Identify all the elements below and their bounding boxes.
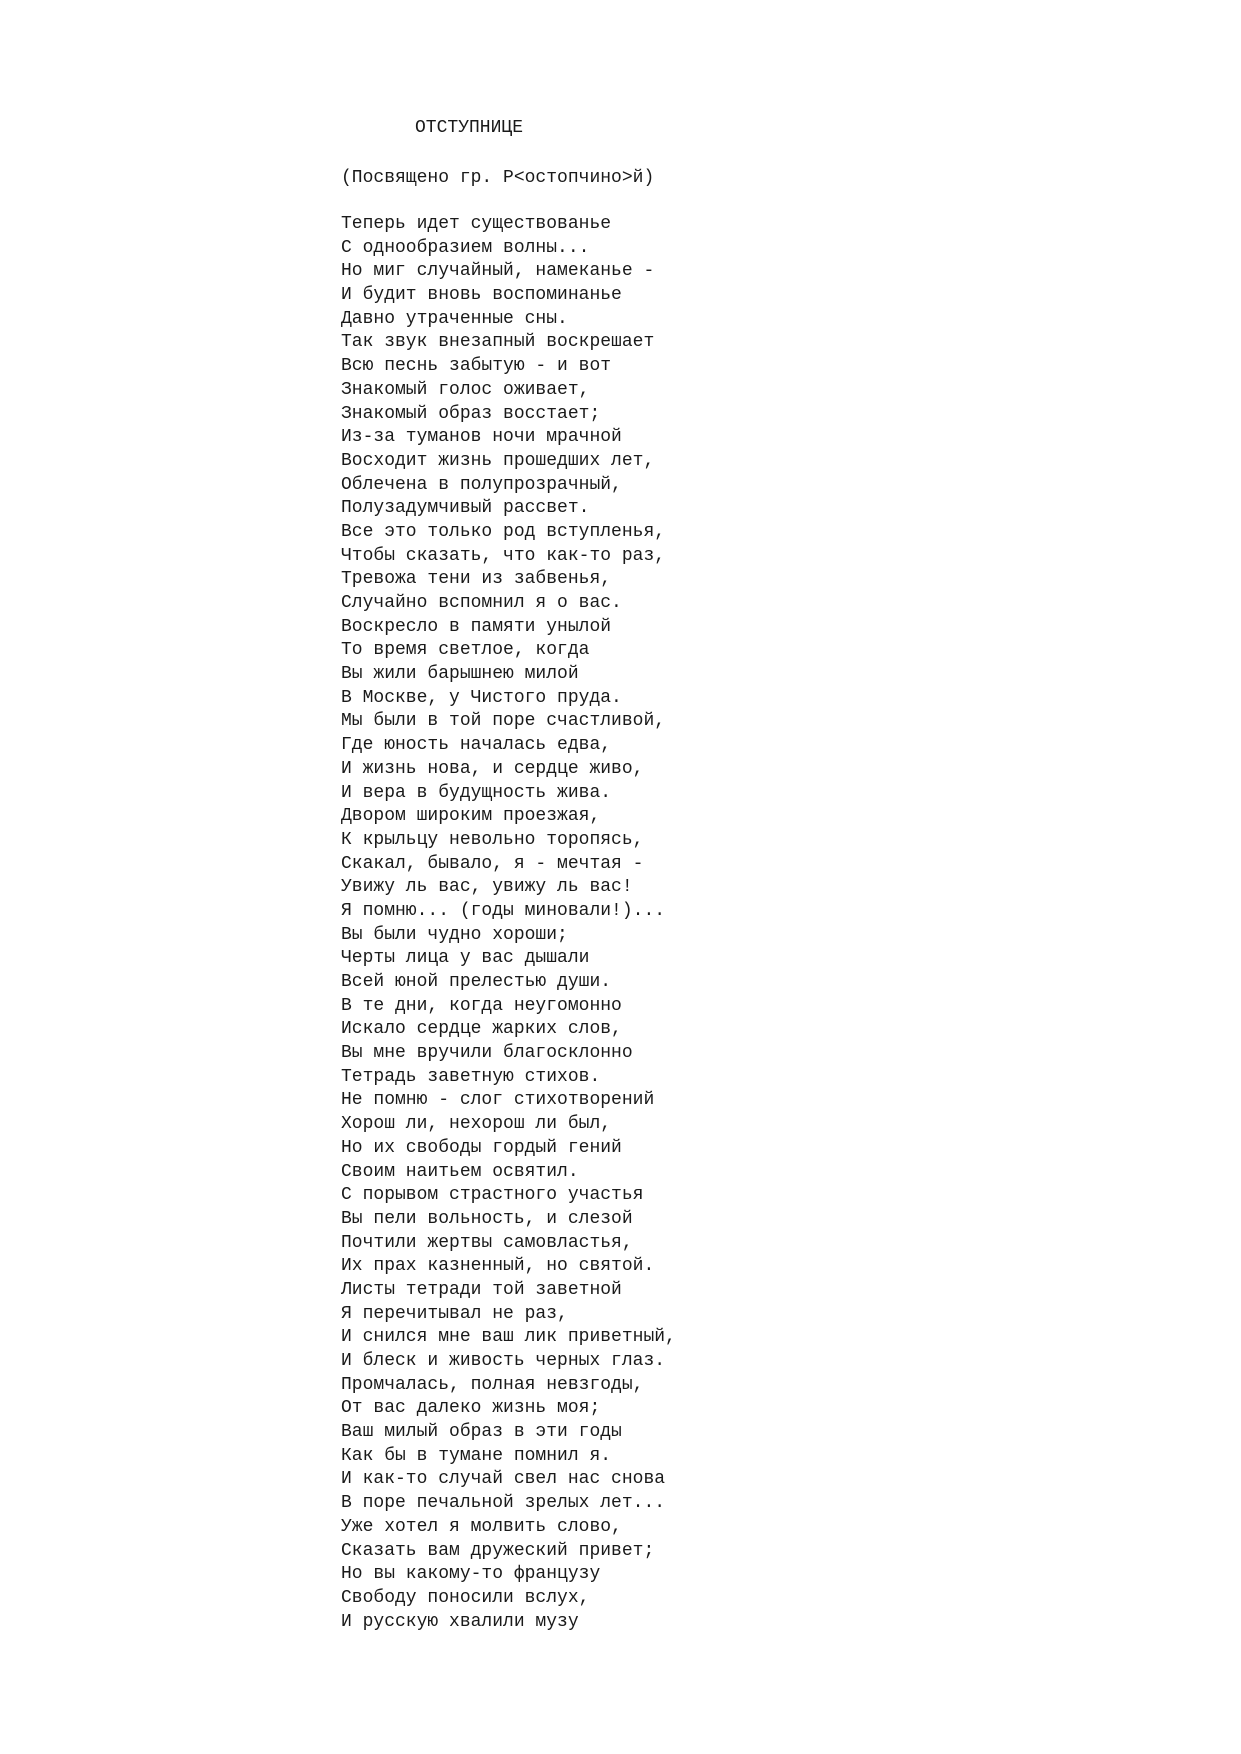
poem-line: Своим наитьем освятил. [341, 1161, 579, 1182]
poem-line: Вы были чудно хороши; [341, 924, 568, 945]
poem-line: Облечена в полупрозрачный, [341, 474, 622, 495]
poem-line: И как-то случай свел нас снова [341, 1469, 666, 1490]
poem-line: Промчалась, полная невзгоды, [341, 1374, 644, 1395]
poem-line: Но их свободы гордый гений [341, 1137, 622, 1158]
poem-body [341, 213, 676, 1634]
poem-line: И будит вновь воспоминанье [341, 285, 622, 306]
poem-line: Увижу ль вас, увижу ль вас! [341, 877, 633, 898]
poem-line: Но вы какому-то французу [341, 1564, 601, 1585]
poem-line: Знакомый голос оживает, [341, 379, 590, 400]
poem-line: Случайно вспомнил я о вас. [341, 593, 622, 613]
poem-line: Всю песнь забытую - и вот [341, 356, 612, 377]
poem-line: Сказать вам дружеский привет; [341, 1540, 655, 1561]
poem-line: С порывом страстного участья [341, 1185, 644, 1206]
poem-line: И вера в будущность жива. [341, 782, 612, 803]
poem-line: Из-за туманов ночи мрачной [341, 427, 622, 448]
poem-line: Так звук внезапный воскрешает [341, 332, 655, 353]
poem-title: ОТСТУПНИЦЕ [415, 118, 524, 138]
poem-line: И жизнь нова, и сердце живо, [341, 758, 644, 779]
poem-line: Уже хотел я молвить слово, [341, 1516, 622, 1537]
poem-line: Давно утраченные сны. [341, 308, 568, 329]
poem-line: Теперь идет существованье [341, 214, 612, 234]
poem-line: И снился мне ваш лик приветный, [341, 1327, 676, 1348]
poem-line: И русскую хвалили музу [341, 1611, 579, 1632]
poem-line: Все это только род вступленья, [341, 521, 666, 542]
poem-line: Вы пели вольность, и слезой [341, 1208, 633, 1229]
poem-line: Вы мне вручили благосклонно [341, 1043, 633, 1064]
poem-line: И блеск и живость черных глаз. [341, 1351, 666, 1371]
poem-line: Я помню... (годы миновали!)... [341, 900, 666, 921]
poem-line: Черты лица у вас дышали [341, 948, 590, 969]
poem-line: Скакал, бывало, я - мечтая - [341, 853, 644, 874]
poem-line: Их прах казненный, но святой. [341, 1256, 655, 1277]
poem-line: Почтили жертвы самовластья, [341, 1232, 633, 1253]
poem-line: Не помню - слог стихотворений [341, 1090, 655, 1111]
poem-line: Тревожа тени из забвенья, [341, 569, 612, 590]
poem-line: То время светлое, когда [341, 640, 590, 661]
poem-line: Но миг случайный, намеканье - [341, 261, 655, 282]
poem-line: Мы были в той поре счастливой, [341, 711, 666, 732]
poem-line: Полузадумчивый рассвет. [341, 498, 590, 519]
poem-line: Хорош ли, нехорош ли был, [341, 1114, 612, 1135]
poem-line: С однообразием волны... [341, 237, 590, 258]
poem-line: Воскресло в памяти унылой [341, 616, 612, 637]
poem-line: Восходит жизнь прошедших лет, [341, 450, 655, 471]
poem-line: Тетрадь заветную стихов. [341, 1066, 601, 1087]
poem-line: Двором широким проезжая, [341, 806, 601, 827]
poem-line: Где юность началась едва, [341, 735, 612, 756]
poem-line: От вас далеко жизнь моя; [341, 1398, 601, 1419]
poem-line: Вы жили барышнею милой [341, 664, 579, 685]
poem-line: Я перечитывал не раз, [341, 1303, 568, 1324]
poem-line: К крыльцу невольно торопясь, [341, 829, 644, 850]
poem-line: Свободу поносили вслух, [341, 1587, 590, 1608]
poem-line: Листы тетради той заветной [341, 1279, 622, 1300]
poem-line: Знакомый образ восстает; [341, 403, 601, 424]
poem-line: Ваш милый образ в эти годы [341, 1422, 622, 1443]
poem-line: Чтобы сказать, что как-то раз, [341, 545, 666, 566]
poem-line: В поре печальной зрелых лет... [341, 1493, 666, 1514]
poem-line: Искало сердце жарких слов, [341, 1019, 622, 1040]
poem-line: В те дни, когда неугомонно [341, 995, 622, 1016]
poem-line: Всей юной прелестью души. [341, 972, 612, 992]
poem-line: В Москве, у Чистого пруда. [341, 687, 622, 708]
poem-line: Как бы в тумане помнил я. [341, 1445, 612, 1466]
poem-dedication: (Посвящено гр. Р<остопчино>й) [341, 168, 655, 188]
